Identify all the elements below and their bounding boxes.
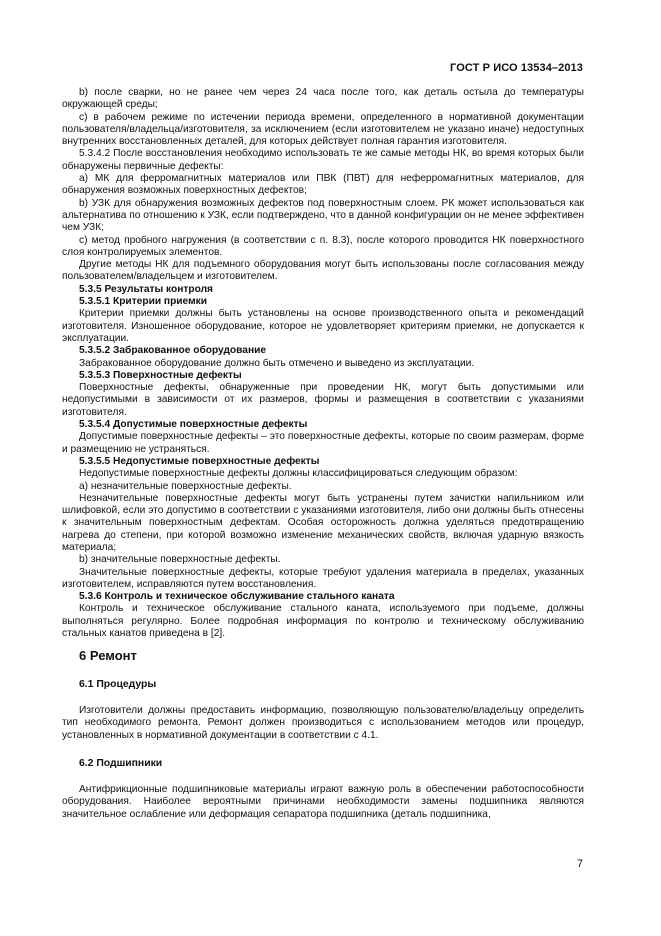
- paragraph-rejected-equipment: Забракованное оборудование должно быть отмечено и выведено из эксплуатации.: [79, 357, 475, 369]
- paragraph-surface-defects: Поверхностные дефекты, обнаруженные при проведении НК, могут быть допустимыми или недопустимыми в зависимости от их размеров, формы и размещения в соответствии с указаниями изготовителя.: [62, 382, 584, 418]
- paragraph-unacceptable-defects: Недопустимые поверхностные дефекты должны классифицироваться следующим образом:: [79, 468, 518, 480]
- heading-5-3-5: 5.3.5 Результаты контроля: [79, 283, 213, 295]
- list-item-a-minor: a) незначительные поверхностные дефекты.: [79, 480, 292, 492]
- document-code-header: ГОСТ Р ИСО 13534–2013: [450, 62, 583, 74]
- paragraph-minor-defects: Незначительные поверхностные дефекты могут быть устранены путем зачистки напильником или шлифовкой, если это допустимо в соответствии с указаниями изготовителя, либо они должны быть отнесены к значительным поверхностным дефектам. Особая осторожность должна уделяться предотвращению нагрева до степени, при которой возможно изменение механических свойств, включая ударную вязкость материала;: [62, 492, 584, 553]
- list-item-c-operation: c) в рабочем режиме по истечении периода времени, определенного в нормативной документации пользователя/владельца/изготовителя, за исключением (если изготовителем не указано иначе) недоступных внутренних восстановленных деталей, для которых действует полная гарантия изготовителя.: [62, 111, 584, 148]
- page-number: 7: [576, 858, 583, 870]
- clause-5-3-4-2: 5.3.4.2 После восстановления необходимо использовать те же самые методы НК, во время которых были обнаружены первичные дефекты:: [62, 148, 584, 172]
- heading-5-3-5-3: 5.3.5.3 Поверхностные дефекты: [79, 369, 242, 381]
- list-item-b-welding: b) после сварки, но не ранее чем через 24 часа после того, как деталь остыла до температуры окружающей среды;: [62, 87, 584, 111]
- list-item-a-mk: a) МК для ферромагнитных материалов или ПВК (ПВТ) для неферромагнитных материалов, для обнаружения возможных поверхностных дефектов;: [62, 173, 584, 197]
- heading-5-3-6: 5.3.6 Контроль и техническое обслуживание стального каната: [79, 591, 395, 603]
- list-item-b-major: b) значительные поверхностные дефекты.: [79, 554, 281, 566]
- paragraph-major-defects: Значительные поверхностные дефекты, которые требуют удаления материала в пределах, указанных изготовителем, исправляются путем восстановления.: [62, 566, 584, 590]
- paragraph-acceptable-defects: Допустимые поверхностные дефекты – это поверхностные дефекты, которые по своим размерам, форме и размещению не устраняться.: [62, 431, 584, 455]
- paragraph-acceptance-criteria: Критерии приемки должны быть установлены на основе производственного опыта и рекомендаций изготовителя. Изношенное оборудование, которое не удовлетворяет критериям приемки, не допускается к эксплуатации.: [62, 308, 584, 344]
- heading-5-3-5-1: 5.3.5.1 Критерии приемки: [79, 296, 207, 308]
- list-item-c-load-test: c) метод пробного нагружения (в соответствии с п. 8.3), после которого проводится НК поверхностного слоя контролируемых элементов.: [62, 234, 584, 258]
- paragraph-bearings: Антифрикционные подшипниковые материалы играют важную роль в обеспечении работоспособности оборудования. Наиболее вероятными причинами необходимости замены подшипника являются значительное ослабление или деформация сепаратора подшипника (деталь подшипника,: [62, 784, 584, 820]
- list-item-b-uzk: b) УЗК для обнаружения возможных дефектов под поверхностным слоем. РК может использоваться как альтернатива по отношению к УЗК, если подтверждено, что в данной конфигурации он не менее эффективен чем УЗК;: [62, 197, 584, 234]
- heading-5-3-5-2: 5.3.5.2 Забракованное оборудование: [79, 345, 267, 357]
- section-6-title: 6 Ремонт: [79, 648, 137, 664]
- section-6-1-title: 6.1 Процедуры: [79, 678, 157, 690]
- paragraph-procedures: Изготовители должны предоставить информацию, позволяющую пользователю/владельцу определить тип необходимого ремонта. Ремонт должен производиться с использованием методов или процедур, установленных в нормативной документации в соответствии с 4.1.: [62, 704, 584, 741]
- section-6-2-title: 6.2 Подшипники: [79, 757, 163, 769]
- heading-5-3-5-4: 5.3.5.4 Допустимые поверхностные дефекты: [79, 419, 308, 431]
- paragraph-other-methods: Другие методы НК для подъемного оборудования могут быть использованы после согласования между пользователем/владельцем и изготовителем.: [62, 259, 584, 283]
- heading-5-3-5-5: 5.3.5.5 Недопустимые поверхностные дефекты: [79, 455, 320, 467]
- page-content: [62, 87, 584, 821]
- paragraph-steel-rope: Контроль и техническое обслуживание стального каната, используемого при подъеме, должны выполняться регулярно. Более подробная информация по контролю и техническому обслуживанию стальных канатов приведена в [2].: [62, 603, 584, 640]
